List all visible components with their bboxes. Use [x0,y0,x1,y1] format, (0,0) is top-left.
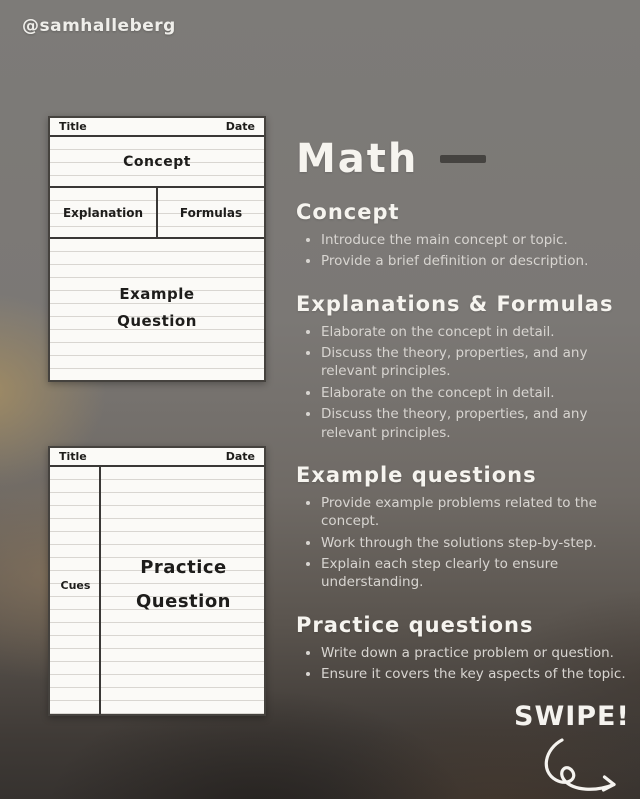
concept-section [50,137,264,188]
date-label: Date [225,450,255,463]
formulas-section [158,188,264,237]
example-question-section [50,239,264,376]
card-header [50,118,264,137]
page-title-row [296,132,630,186]
section-concept [296,200,630,271]
concept-note-template-card [48,116,266,382]
cues-label: Cues [60,579,91,592]
card-header [50,448,264,467]
bullet-list [296,644,630,684]
date-label: Date [225,120,255,133]
section-heading: Concept [296,200,400,224]
bullet-item: • Elaborate on the concept in detail. [321,384,630,402]
section-heading: Example questions [296,462,537,487]
bullet-item: • Write down a practice problem or question. [321,644,630,662]
formulas-section-label: Formulas [179,205,243,220]
division-icon [440,155,486,163]
division-icon-bar [440,155,486,163]
practice-card-body [50,467,264,714]
bullet-item: • Discuss the theory, properties, and any relevant principles. [321,405,630,442]
section-heading: Practice questions [296,612,534,637]
swipe-label: SWIPE! [514,701,630,732]
section-heading: Explanations & Formulas [296,291,614,316]
practice-question-section [103,551,264,619]
section-example-questions [296,463,630,592]
practice-question-label-line1: Practice [140,557,227,578]
explanation-section-label: Explanation [62,205,143,220]
bullet-item: • Discuss the theory, properties, and any relevant principles. [321,344,630,381]
section-explanations-formulas [296,292,630,442]
explanation-section [50,188,158,237]
content-column [296,132,630,704]
bullet-item: • Explain each step clearly to ensure understanding. [321,555,630,592]
concept-section-label: Concept [123,153,191,170]
section-practice-questions [296,613,630,684]
practice-question-label-line2: Question [136,591,231,612]
bullet-item: • Ensure it covers the key aspects of the topic. [321,665,630,683]
account-handle: @samhalleberg [22,16,176,36]
example-question-label-line1: Example [119,285,195,303]
page-title: Math [296,136,419,182]
bullet-item: • Introduce the main concept or topic. [321,231,630,249]
bullet-list [296,494,630,592]
practice-note-template-card [48,446,266,716]
bullet-list [296,323,630,442]
explanation-formulas-row [50,188,264,239]
bullet-item: • Work through the solutions step-by-step. [321,534,630,552]
example-question-label-line2: Question [117,312,197,330]
bullet-item: • Provide a brief definition or description. [321,252,630,270]
title-label: Title [59,450,87,463]
bullet-item: • Elaborate on the concept in detail. [321,323,630,341]
title-label: Title [59,120,87,133]
bullet-item: • Provide example problems related to the concept. [321,494,630,531]
bullet-list [296,231,630,271]
curly-arrow-right-icon [538,737,634,793]
